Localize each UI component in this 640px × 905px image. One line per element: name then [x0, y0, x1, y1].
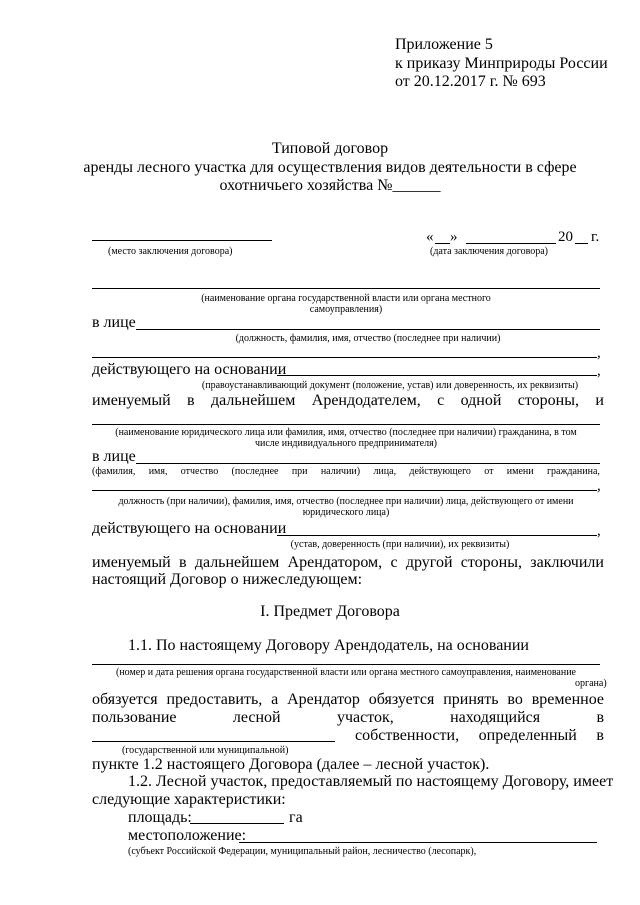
legal-caption-2: числе индивидуального предпринимателя) [254, 438, 438, 449]
obligation-word: обязуется [368, 691, 435, 708]
fio-word: лица, [373, 466, 397, 477]
acting-line-2 [277, 535, 597, 536]
lessee-word: с [390, 554, 398, 571]
position-line-1 [92, 357, 597, 358]
in-person-line-1 [136, 329, 600, 330]
fio-word: имени [506, 466, 534, 477]
organ-caption-1: (наименование органа государственной власти или органа местного [201, 293, 491, 304]
obligation-word: предоставить, [166, 691, 263, 708]
lessee-word: именуемый [92, 554, 171, 571]
lessee-word: стороны, [460, 554, 522, 571]
property-word: определенный [478, 727, 577, 744]
location-caption: (субъект Российской Федерации, муниципальный район, лесничество (лесопарк), [128, 846, 477, 857]
fio-word: наличии) [320, 466, 361, 477]
fio-caption [92, 466, 600, 478]
use-sentence [92, 709, 604, 727]
property-word: собственности, [355, 727, 460, 744]
fio-word: имя, [148, 466, 168, 477]
organ-line [92, 288, 600, 289]
doc-title: Типовой договор [271, 140, 389, 157]
doc-caption-1: (правоустанавливающий документ (положение, устав) или доверенность, их реквизиты) [201, 380, 579, 391]
date-day-line [435, 243, 450, 244]
use-word: пользование [92, 709, 177, 726]
date-year-line [575, 243, 588, 244]
appendix-number: Приложение 5 [395, 36, 493, 53]
lessor-word: с [437, 392, 445, 409]
appendix-date: от 20.12.2017 г. № 693 [395, 73, 546, 90]
use-word: в [596, 709, 604, 726]
date-quote-close: » [450, 229, 458, 245]
lessor-word: именуемый [92, 392, 171, 409]
ownership-line [92, 741, 335, 742]
date-caption: (дата заключения договора) [430, 246, 548, 257]
lessee-word: в [178, 554, 187, 571]
fio-word: гражданина, [546, 466, 600, 477]
obligation-word: временное [531, 691, 604, 708]
clause-1-1: 1.1. По настоящему Договору Арендодатель, на основании [128, 637, 529, 654]
clause-1-2: 1.2. Лесной участок, предоставляемый по настоящему Договору, имеет [128, 773, 614, 790]
position-caption-2a: должность (при наличии), фамилия, имя, отчество (последнее при наличии) лица, действующего от имени [118, 496, 574, 507]
position-caption-1: (должность, фамилия, имя, отчество (последнее при наличии) [235, 333, 501, 344]
lessee-word: заключили [530, 554, 604, 571]
comma-1: , [597, 345, 601, 361]
comma-3: , [597, 478, 601, 494]
location-label: местоположение: [128, 827, 247, 844]
fio-word: действующего [409, 466, 471, 477]
decision-caption-1: (номер и дата решения органа государственной власти или органа местного самоуправления, наименование [115, 667, 576, 678]
place-line [92, 240, 272, 241]
lessor-word: и [595, 392, 604, 409]
acting-label-2: действующего на основании [92, 520, 287, 537]
conclude-line: настоящий Договор о нижеследующем: [92, 571, 363, 588]
lessor-word: стороны, [517, 392, 579, 409]
area-label: площадь: [128, 809, 192, 826]
date-quote-open: « [426, 229, 434, 245]
lessee-name-line [92, 424, 600, 425]
lessor-word: Арендодателем, [311, 392, 421, 409]
organ-caption-2: самоуправления) [309, 304, 383, 315]
area-unit: га [289, 809, 303, 826]
lessee-sentence [92, 554, 604, 572]
lessor-word: одной [460, 392, 502, 409]
in-person-label-2: в лице [92, 448, 136, 465]
lessee-word: другой [405, 554, 453, 571]
lessor-sentence [92, 392, 604, 410]
appendix-order: к приказу Минприроды России [395, 55, 608, 72]
fio-word: отчество [180, 466, 219, 477]
date-year-suffix: г. [591, 229, 600, 245]
lessee-word: Арендатором, [287, 554, 383, 571]
in-person-line-2 [136, 463, 600, 464]
property-word: в [596, 727, 604, 744]
ownership-caption: (государственной или муниципальной) [122, 745, 289, 756]
fio-word: (фамилия, [92, 466, 136, 477]
area-line [190, 823, 284, 824]
in-person-label-1: в лице [92, 314, 136, 331]
lessor-word: дальнейшем [210, 392, 296, 409]
use-word: находящийся [450, 709, 541, 726]
decision-line [92, 664, 600, 665]
doc-subtitle: аренды лесного участка для осуществления видов деятельности в сфере [83, 159, 577, 176]
lessor-word: в [187, 392, 195, 409]
characteristics-label: следующие характеристики: [92, 791, 286, 808]
obligation-word: обязуется [92, 691, 158, 708]
obligation-word: во [507, 691, 523, 708]
lessee-word: дальнейшем [194, 554, 280, 571]
location-line [239, 842, 597, 843]
obligation-word: принять [443, 691, 499, 708]
position-caption-2b: юридического лица) [302, 507, 390, 518]
use-word: участок, [336, 709, 394, 726]
use-word: лесной [232, 709, 281, 726]
comma-4: , [597, 523, 601, 539]
point-reference: пункте 1.2 настоящего Договора (далее – лесной участок). [92, 756, 490, 773]
obligation-sentence [92, 691, 604, 709]
acting-label-1: действующего на основании [92, 361, 287, 378]
fio-word: от [484, 466, 494, 477]
date-month-line [466, 243, 556, 244]
acting-line-1 [277, 375, 597, 376]
decision-caption-2: органа) [575, 678, 607, 689]
doc-subtitle-number: охотничьего хозяйства №______ [219, 177, 441, 194]
fio-word: (последнее [231, 466, 279, 477]
comma-2: , [597, 363, 601, 379]
obligation-word: а [271, 691, 279, 708]
property-sentence [355, 727, 604, 745]
date-year-prefix: 20 [558, 229, 573, 245]
place-caption: (место заключения договора) [108, 246, 233, 257]
section-heading: I. Предмет Договора [260, 603, 400, 620]
position-line-2 [92, 490, 597, 491]
fio-word: при [291, 466, 308, 477]
doc-caption-2: (устав, доверенность (при наличии), их реквизиты) [290, 539, 510, 550]
legal-caption-1: (наименование юридического лица или фамилия, имя, отчество (последнее при наличии) гражданина, в том [115, 427, 577, 438]
obligation-word: Арендатор [287, 691, 360, 708]
